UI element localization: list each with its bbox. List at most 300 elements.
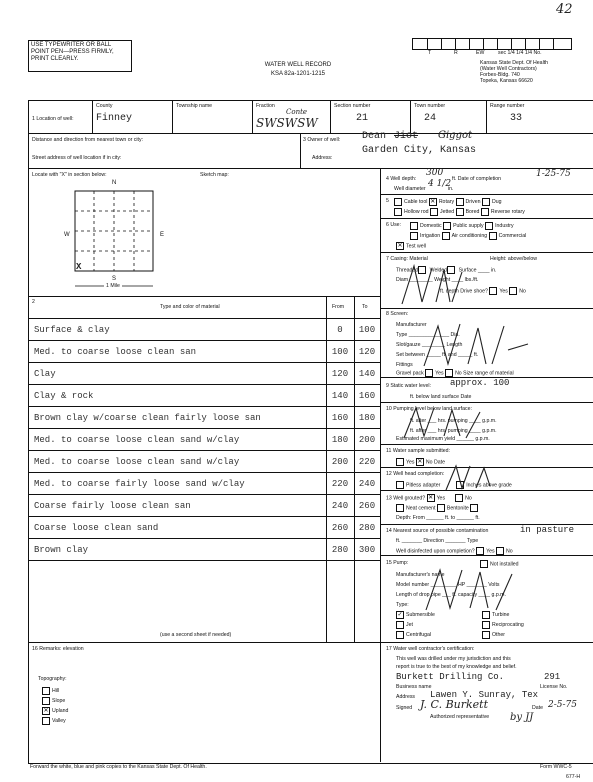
dug-option[interactable] [482,199,502,205]
material-from[interactable]: 100 [331,347,349,357]
grout-other-checkbox[interactable] [470,504,478,512]
materials-from-header: From [332,304,345,310]
license-label: License No. [540,684,568,690]
material-type[interactable]: Coarse loose clean sand [34,523,159,533]
grouted-question: 13 Well grouted? [386,495,426,502]
row-divider [28,450,380,451]
rotary-label: Rotary [438,199,455,206]
fraction-note: Conte [286,108,308,116]
distance-label: Distance and direction from nearest town or city: [32,137,144,143]
industry-option[interactable] [485,223,513,229]
material-from[interactable]: 160 [331,413,349,423]
gravel-no-label: No [455,370,462,377]
material-to[interactable]: 180 [358,413,376,423]
location-label: 1 Location of well: [32,116,74,122]
row-divider [28,538,380,539]
not-installed-label: Not installed [490,561,519,568]
topo-slope[interactable] [42,696,68,706]
range-label: Range number [490,103,525,109]
certification-text-2: report is true to the best of my knowledge and belief. [396,664,517,670]
material-from[interactable]: 240 [331,501,349,511]
hollow-rod-checkbox[interactable] [394,208,402,216]
drive-no-label: No [519,288,526,295]
sample-no-label: No [425,459,433,466]
slope-label: Slope [52,698,66,704]
contamination-label: 14 Nearest source of possible contamination [386,528,489,534]
material-from[interactable]: 0 [337,325,343,335]
gravel-yes-label: Yes [435,370,444,377]
town-label: Town number [414,103,446,109]
material-type[interactable]: Brown clay [34,545,89,555]
na-scribble-screen [418,320,538,370]
air-conditioning-label: Air conditioning [451,233,488,240]
pumping-hrs-label: hrs. pumping [437,418,468,424]
jet-label: Jet [406,622,413,628]
t-label: T [428,50,432,56]
grouted-label [386,494,472,502]
signed-date[interactable]: 2-5-75 [548,700,577,710]
casing-label: 7 Casing: Material [386,256,428,262]
material-to[interactable]: 240 [358,479,376,489]
jetted-option[interactable] [430,209,454,215]
screen-ftand-label: ft. and [442,352,457,358]
reciprocating-checkbox[interactable] [482,621,490,629]
fraction-label: Fraction [256,103,275,109]
na-scribble-casing [392,262,472,308]
material-type[interactable]: Surface & clay [34,325,110,335]
material-type[interactable]: Med. to coarse loose clean sand w/clay [34,435,240,445]
screen-fittings-label: Fittings [396,362,413,368]
screen-fields: Manufacturer Type ______________ Dia. Slot/gauze ________ Length Set between _____ ft. and _____ ft. Fittings [396,322,479,368]
casing-depth-label: ft. depth [440,288,459,295]
page-number: 42 [556,2,573,17]
fraction-value[interactable]: SWSWSW [256,116,318,130]
sketch-label: Sketch map: [200,172,229,178]
public-supply-label: Public supply [453,223,484,230]
material-type[interactable]: Med. to coarse loose clean san [34,347,197,357]
township-code-box[interactable] [412,38,572,50]
agency-address [480,60,548,84]
other-checkbox[interactable] [482,631,490,639]
topo-valley[interactable] [42,716,68,726]
material-from[interactable]: 220 [331,479,349,489]
hollow-rod-label: Hollow rod [404,209,429,216]
topo-upland[interactable] [42,706,68,716]
static-water-sub: ft. below land surface Date [410,394,472,400]
drive-yes-checkbox[interactable] [489,287,497,295]
bentonite-label: Bentonite [446,505,469,512]
estimated-yield-label: Estimated maximum yield [396,436,456,442]
well-depth-label: 4 Well depth: [386,176,417,182]
agency-line: Forbes-Bldg. 740 [480,72,520,78]
drive-yes-label: Yes [499,288,508,295]
certification-label: 17 Water well contractor's certification: [386,646,475,652]
water-sample-options [396,458,445,466]
statute: KSA 82a-1201-1215 [270,71,326,77]
material-from[interactable]: 260 [331,523,349,533]
pump-type-options [396,610,586,640]
hill-label: Hill [52,688,60,694]
material-to[interactable]: 100 [358,325,376,335]
contamination-type-label: Type [466,538,479,544]
grout-ftto-label: ft. to [445,515,456,521]
well-depth-value[interactable]: 300 [426,168,444,178]
pump-manufacturer-label: Manufacturer's name [396,572,445,578]
cable-tool-label: Cable tool [404,199,428,206]
public-supply-option[interactable] [443,223,484,229]
sec-label: sec 1/4 1/4 1/4 No. [498,50,542,56]
disinfected-no-label: No [506,548,513,555]
grout-type-row [396,504,480,512]
material-type[interactable]: Clay [34,369,56,379]
materials-number: 2 [32,299,35,305]
sample-yes-label: Yes [406,459,415,466]
reverse-rotary-label: Reverse rotary [490,209,525,216]
sample-date-label: Date [434,459,445,466]
screen-set-label: Set between [396,352,425,358]
completion-date[interactable]: 1-25-75 [536,169,571,179]
business-name[interactable]: Burkett Drilling Co. [396,672,505,682]
neat-cement-checkbox[interactable] [396,504,404,512]
north-label: N [112,180,117,186]
commercial-checkbox[interactable] [489,232,497,240]
county-value[interactable]: Finney [96,113,133,124]
r-label: R [454,50,458,56]
industry-checkbox[interactable] [485,222,493,230]
material-from[interactable]: 280 [331,545,349,555]
disinfected-label: Well disinfected upon completion? [396,548,475,555]
pumping-hrs-label-2: hrs. pumping [437,428,468,434]
casing-row-2: Diam ________ Weight ____ lbs./ft. [396,277,479,283]
material-from[interactable]: 140 [331,391,349,401]
second-sheet-note: (use a second sheet if needed) [160,632,232,638]
material-type[interactable]: Brown clay w/coarse clean fairly loose san [34,413,261,423]
completion-label: ft. Date of completion [452,176,502,182]
surface-label: Surface [458,267,477,274]
locate-label: Locate with "X" in section below: [32,172,107,178]
submersible-checkbox[interactable]: ✓ [397,611,403,618]
pitless-label: Pitless adapter [406,482,441,489]
screen-label: 8 Screen: [386,311,409,317]
row-divider [28,516,380,517]
irrigation-option[interactable] [410,233,440,239]
slope-checkbox[interactable] [42,697,50,705]
pump-label: 15 Pump: [386,560,409,566]
neat-cement-label: Neat cement [406,505,436,512]
material-to[interactable]: 200 [358,435,376,445]
contractor-address[interactable]: Lawen Y. Sunray, Tex [430,690,539,700]
license-number[interactable]: 291 [544,672,561,682]
turbine-label: Turbine [492,612,510,618]
material-from[interactable]: 120 [331,369,349,379]
material-to[interactable]: 120 [358,347,376,357]
inches-above-label: Inches above grade [466,482,512,489]
test-well-checkbox[interactable]: ✕ [397,243,403,249]
signature[interactable]: J. C. Burkett [420,698,489,711]
form-number: Form WWC-5 [540,764,572,770]
driven-label: Driven [465,199,481,206]
topo-hill[interactable] [42,686,68,696]
material-from[interactable]: 200 [331,457,349,467]
irrigation-checkbox[interactable] [410,232,418,240]
signed-label: Signed [396,705,413,711]
grout-depth-label: Depth: From [396,515,425,521]
pump-model-label: Model number [396,582,430,588]
test-well-option[interactable] [396,242,426,250]
rotary-checkbox[interactable]: ✕ [430,199,436,205]
initials: by JJ [510,712,534,723]
instruction-line: PRINT CLEARLY. [31,56,79,62]
bentonite-checkbox[interactable] [437,504,445,512]
threaded-label: Threaded [396,267,419,274]
test-well-label: Test well [406,243,426,250]
row-divider [28,384,380,385]
row-divider [28,472,380,473]
estimated-yield-row: Estimated maximum yield ______ g.p.m. [396,436,490,442]
public-supply-checkbox[interactable] [443,222,451,230]
section-label: Section number [334,103,371,109]
pumping-gpm-label: g.p.m. [482,418,497,424]
rotary-option[interactable] [429,199,454,205]
centrifugal-checkbox[interactable] [396,631,404,639]
gravel-no-checkbox[interactable] [445,369,453,377]
driven-option[interactable] [456,199,481,205]
water-sample-label: 11 Water sample submitted: [386,448,451,454]
irrigation-label: Irrigation [420,233,441,240]
gravel-pack-row [396,369,514,377]
casing-height-label: Height: above/below [490,256,538,262]
bored-option[interactable] [456,209,480,215]
upland-label: Upland [52,708,69,714]
valley-checkbox[interactable] [42,717,50,725]
row-divider [28,406,380,407]
instruction-line: POINT PEN—PRESS FIRMLY, [31,49,114,55]
owner-name-struck: Jiot [394,131,419,142]
ew-label: EW [476,50,485,56]
owner-name[interactable]: Dean [362,131,387,142]
valley-label: Valley [52,718,66,724]
bored-checkbox[interactable] [456,208,464,216]
authorized-label: Authorized representative [430,714,490,720]
scale-label: 1 Mile [106,283,120,289]
grouted-no-checkbox[interactable] [455,494,463,502]
remarks-label: 16 Remarks: elevation [32,646,84,652]
drill-method-options-2 [394,208,590,216]
material-to[interactable]: 260 [358,501,376,511]
jetted-checkbox[interactable] [430,208,438,216]
contamination-value[interactable]: in pasture [520,525,575,535]
domestic-option[interactable] [410,223,442,229]
pumping-rows: ft. after ___ hrs. pumping ____ g.p.m. ft. after ___ hrs. pumping ____ g.p.m. [410,418,497,434]
instruction-line: USE TYPEWRITER OR BALL [31,42,112,48]
row-divider [28,340,380,341]
owner-name-handwritten: Giggot [438,130,473,141]
diameter-unit: in. [448,186,454,192]
grout-ft-label: ft. [475,515,480,521]
pump-length-label: Length of drop pipe [396,592,441,598]
reverse-rotary-option[interactable] [481,209,525,215]
form-title: WATER WELL RECORD [264,62,332,68]
hollow-rod-option[interactable] [394,209,429,215]
dug-checkbox[interactable] [482,198,490,206]
material-type[interactable]: Med. to coarse fairly loose sand w/clay [34,479,245,489]
other-option[interactable] [482,630,505,640]
materials-type-header: Type and color of material [160,304,220,310]
industry-label: Industry [495,223,514,230]
diameter-label: Well diameter [394,186,426,192]
pumping-after-label-2: ft. after [410,428,427,434]
diameter-value[interactable]: 4 1/2 [428,179,452,189]
jet-option[interactable] [396,622,413,628]
topography-label: Topography: [38,676,67,682]
drill-method-options [394,198,590,206]
owner-address[interactable]: Garden City, Kansas [362,145,477,156]
row-divider [28,428,380,429]
pump-volts-label: Volts [488,582,500,588]
reverse-rotary-checkbox[interactable] [481,208,489,216]
disinfected-no-checkbox[interactable] [496,547,504,555]
owner-label: 3 Owner of well: [303,137,341,143]
cable-tool-checkbox[interactable] [394,198,402,206]
static-water-label: 9 Static water level: [386,383,431,389]
na-scribble-pump [420,566,530,614]
pitless-checkbox[interactable] [396,481,404,489]
welded-label: Welded [429,267,448,274]
size-range-label: Size range of material [463,370,514,377]
na-scribble-pumping [396,404,506,442]
disinfected-row [396,547,513,555]
material-from[interactable]: 180 [331,435,349,445]
certification-text-1: This well was drilled under my jurisdiction and this [396,656,511,662]
method-number: 5 [386,198,389,204]
street-label: Street address of well location if in city: [32,155,122,161]
casing-row-1: Threaded Welded Surface ____ in. [396,267,497,274]
bored-label: Bored [465,209,480,216]
row-divider [28,362,380,363]
material-to[interactable]: 160 [358,391,376,401]
instruction-box [28,40,132,72]
material-to[interactable]: 220 [358,457,376,467]
reciprocating-label: Reciprocating [492,622,524,628]
address-label: Address [396,694,416,700]
reciprocating-option[interactable] [482,620,524,630]
pump-gpm-label: g.p.m. [491,592,506,598]
na-scribble-wellhead [440,464,500,492]
pumping-gpm-label-2: g.p.m. [482,428,497,434]
drive-no-checkbox[interactable] [509,287,517,295]
inches-label: in. [490,267,497,274]
drive-shoe-label: Drive shoe? [460,288,488,295]
commercial-option[interactable] [489,233,527,239]
centrifugal-option[interactable] [396,632,431,638]
business-name-label: Business name [396,684,432,690]
hill-checkbox[interactable] [42,687,50,695]
static-water-value[interactable]: approx. 100 [450,378,510,388]
material-to[interactable]: 140 [358,369,376,379]
contamination-ft-label: ft. [396,538,401,544]
contamination-direction-label: Direction [423,538,444,544]
material-to[interactable]: 300 [358,545,376,555]
row-divider [28,560,380,561]
agency-line: Topeka, Kansas 66620 [480,78,533,84]
forward-note: Forward the white, blue and pink copies to the Kansas State Dept. Of Health. [30,764,207,770]
disinfected-yes-checkbox[interactable] [476,547,484,555]
location-mark: X [76,262,82,272]
dug-label: Dug [492,199,502,206]
screen-dia-label: Dia. [450,332,460,338]
material-type[interactable]: Coarse fairly loose clean san [34,501,191,511]
print-code: 677-H [566,774,581,780]
grouted-yes-checkbox[interactable]: ✕ [428,495,434,501]
jet-checkbox[interactable] [396,621,404,629]
county-label: County [96,103,113,109]
section-value[interactable]: 21 [356,113,369,124]
domestic-checkbox[interactable] [410,222,418,230]
driven-checkbox[interactable] [456,198,464,206]
grouted-yes-label: Yes [436,495,446,502]
materials-to-header: To [362,304,368,310]
range-value[interactable]: 33 [510,113,523,124]
township-label: Township name [176,103,213,109]
town-value[interactable]: 24 [424,113,437,124]
well-head-label: 12 Well head completion: [386,471,445,477]
pumping-after-label: ft. after [410,418,427,424]
owner-address-label: Address: [312,155,333,161]
sample-no-checkbox[interactable]: ✕ [417,459,423,465]
pump-hp-label: HP [458,582,466,588]
screen-ft-label: ft. [473,352,479,358]
material-type[interactable]: Med. to coarse loose clean sand w/clay [34,457,240,467]
submersible-label: Submersible [406,612,435,618]
gravel-pack-label: Gravel pack [396,370,424,377]
pump-capacity-label: ft. capacity [452,592,478,598]
pump-type-label: Type: [396,602,409,608]
agency-line: (Water Well Contractors) [480,66,537,72]
sample-yes-checkbox[interactable] [396,458,404,466]
screen-slot-label: Slot/gauze [396,342,421,348]
topography-options [42,686,68,726]
casing-diam-label: Diam [396,277,409,283]
casing-weight-label: Weight [434,277,451,283]
lbsft-label: lbs./ft. [464,277,479,283]
other-label: Other [492,632,505,638]
jetted-label: Jetted [439,209,455,216]
cable-tool-option[interactable] [394,199,427,205]
disinfected-yes-label: Yes [486,548,495,555]
material-type[interactable]: Clay & rock [34,391,94,401]
grouted-no-label: No [465,495,472,502]
agency-line: Kansas State Dept. Of Health [480,60,549,66]
screen-manufacturer-label: Manufacturer [396,322,427,328]
air-conditioning-option[interactable] [442,233,487,239]
use-label: 6 Use: [386,222,401,228]
pumping-level-label: 10 Pumping level below land surface: [386,406,472,412]
screen-type-label: Type [396,332,408,338]
upland-checkbox[interactable]: ✕ [43,707,49,714]
use-options-1 [410,222,590,230]
domestic-label: Domestic [420,223,442,230]
west-label: W [64,232,70,238]
contamination-row: ft. _______ Direction _______ Type [396,538,479,544]
use-options-2 [410,232,590,240]
air-conditioning-checkbox[interactable] [442,232,450,240]
material-to[interactable]: 280 [358,523,376,533]
estimated-yield-unit: g.p.m. [475,436,490,442]
centrifugal-label: Centrifugal [406,632,432,638]
section-grid[interactable] [74,190,154,290]
gravel-yes-checkbox[interactable] [425,369,433,377]
date-label: Date [532,705,543,711]
